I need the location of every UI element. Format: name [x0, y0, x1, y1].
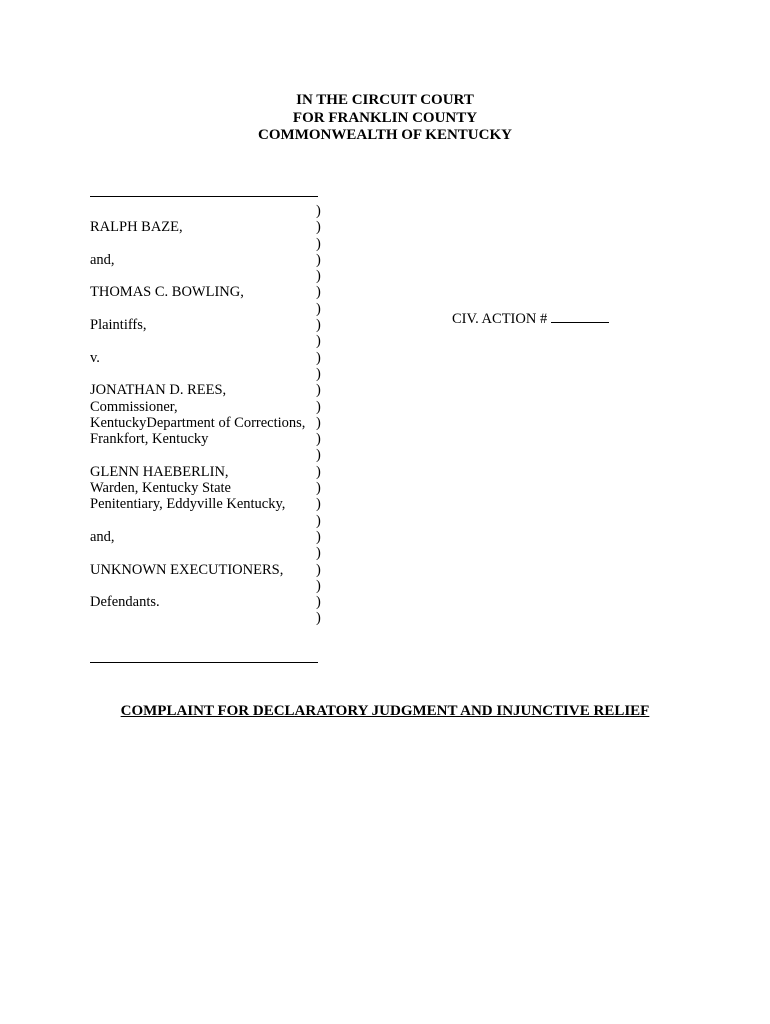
- caption-paren: ): [316, 284, 321, 301]
- caption-line-text: Frankfort, Kentucky: [90, 431, 209, 448]
- caption-line: [90, 252, 340, 268]
- caption-line: [90, 496, 340, 512]
- caption-line: [90, 464, 340, 480]
- civil-action-number: [452, 310, 609, 327]
- caption-line: [90, 480, 340, 496]
- caption-paren: ): [316, 577, 321, 594]
- caption-line-text: UNKNOWN EXECUTIONERS,: [90, 561, 284, 578]
- caption-line: [90, 366, 340, 382]
- caption-line: [90, 317, 340, 333]
- caption-paren: ): [316, 528, 321, 545]
- caption-line-text: Plaintiffs,: [90, 317, 147, 334]
- caption-paren: ): [316, 203, 321, 219]
- caption-line-text: v.: [90, 349, 100, 366]
- caption-paren: ): [316, 594, 321, 611]
- caption-line-text: Commissioner,: [90, 398, 178, 415]
- caption-line: [90, 333, 340, 349]
- caption-line-text: Warden, Kentucky State: [90, 480, 231, 497]
- caption-line: [90, 301, 340, 317]
- caption-line: [90, 562, 340, 578]
- caption-line: [90, 415, 340, 431]
- caption-line: [90, 447, 340, 463]
- caption-line: [90, 431, 340, 447]
- caption-paren: ): [316, 365, 321, 382]
- caption-line-text: GLENN HAEBERLIN,: [90, 463, 229, 480]
- case-caption: [90, 203, 340, 627]
- caption-bottom-rule: [90, 662, 318, 663]
- caption-line: [90, 284, 340, 300]
- caption-paren: ): [316, 414, 321, 431]
- civil-action-label: CIV. ACTION #: [452, 311, 548, 327]
- court-heading-line-3: COMMONWEALTH OF KENTUCKY: [258, 127, 512, 143]
- caption-paren: ): [316, 545, 321, 562]
- caption-line: [90, 268, 340, 284]
- caption-paren: ): [316, 235, 321, 252]
- caption-line: [90, 610, 340, 626]
- caption-line-text: KentuckyDepartment of Corrections,: [90, 414, 306, 431]
- caption-line-text: RALPH BAZE,: [90, 219, 183, 236]
- caption-line: [90, 545, 340, 561]
- caption-paren: ): [316, 610, 321, 627]
- caption-paren: ): [316, 431, 321, 448]
- caption-paren: ): [316, 219, 321, 236]
- caption-paren: ): [316, 317, 321, 334]
- caption-line-text: JONATHAN D. REES,: [90, 382, 227, 399]
- caption-paren: ): [316, 496, 321, 513]
- caption-line: [90, 236, 340, 252]
- court-heading: [0, 92, 770, 145]
- caption-line-text: Defendants.: [90, 594, 160, 611]
- caption-paren: ): [316, 463, 321, 480]
- caption-line: [90, 578, 340, 594]
- civil-action-blank: [551, 310, 609, 323]
- caption-line: [90, 382, 340, 398]
- caption-top-rule: [90, 196, 318, 197]
- caption-paren: ): [316, 512, 321, 529]
- caption-line-text: Penitentiary, Eddyville Kentucky,: [90, 496, 286, 513]
- caption-paren: ): [316, 447, 321, 464]
- caption-line: [90, 350, 340, 366]
- court-heading-line-1: IN THE CIRCUIT COURT: [296, 92, 474, 108]
- caption-line: [90, 594, 340, 610]
- caption-paren: ): [316, 480, 321, 497]
- court-heading-line-2: FOR FRANKLIN COUNTY: [292, 109, 478, 126]
- caption-line: [90, 529, 340, 545]
- caption-line-text: and,: [90, 251, 115, 268]
- caption-line-text: and,: [90, 528, 115, 545]
- document-title: COMPLAINT FOR DECLARATORY JUDGMENT AND INJUNCTIVE RELIEF: [120, 703, 650, 719]
- caption-line: [90, 513, 340, 529]
- caption-paren: ): [316, 251, 321, 268]
- caption-line: [90, 219, 340, 235]
- caption-paren: ): [316, 268, 321, 285]
- caption-line-text: THOMAS C. BOWLING,: [90, 284, 244, 301]
- caption-paren: ): [316, 333, 321, 350]
- caption-paren: ): [316, 382, 321, 399]
- caption-paren: ): [316, 561, 321, 578]
- caption-line: [90, 203, 340, 219]
- caption-paren: ): [316, 349, 321, 366]
- caption-paren: ): [316, 300, 321, 317]
- caption-line: [90, 399, 340, 415]
- caption-paren: ): [316, 398, 321, 415]
